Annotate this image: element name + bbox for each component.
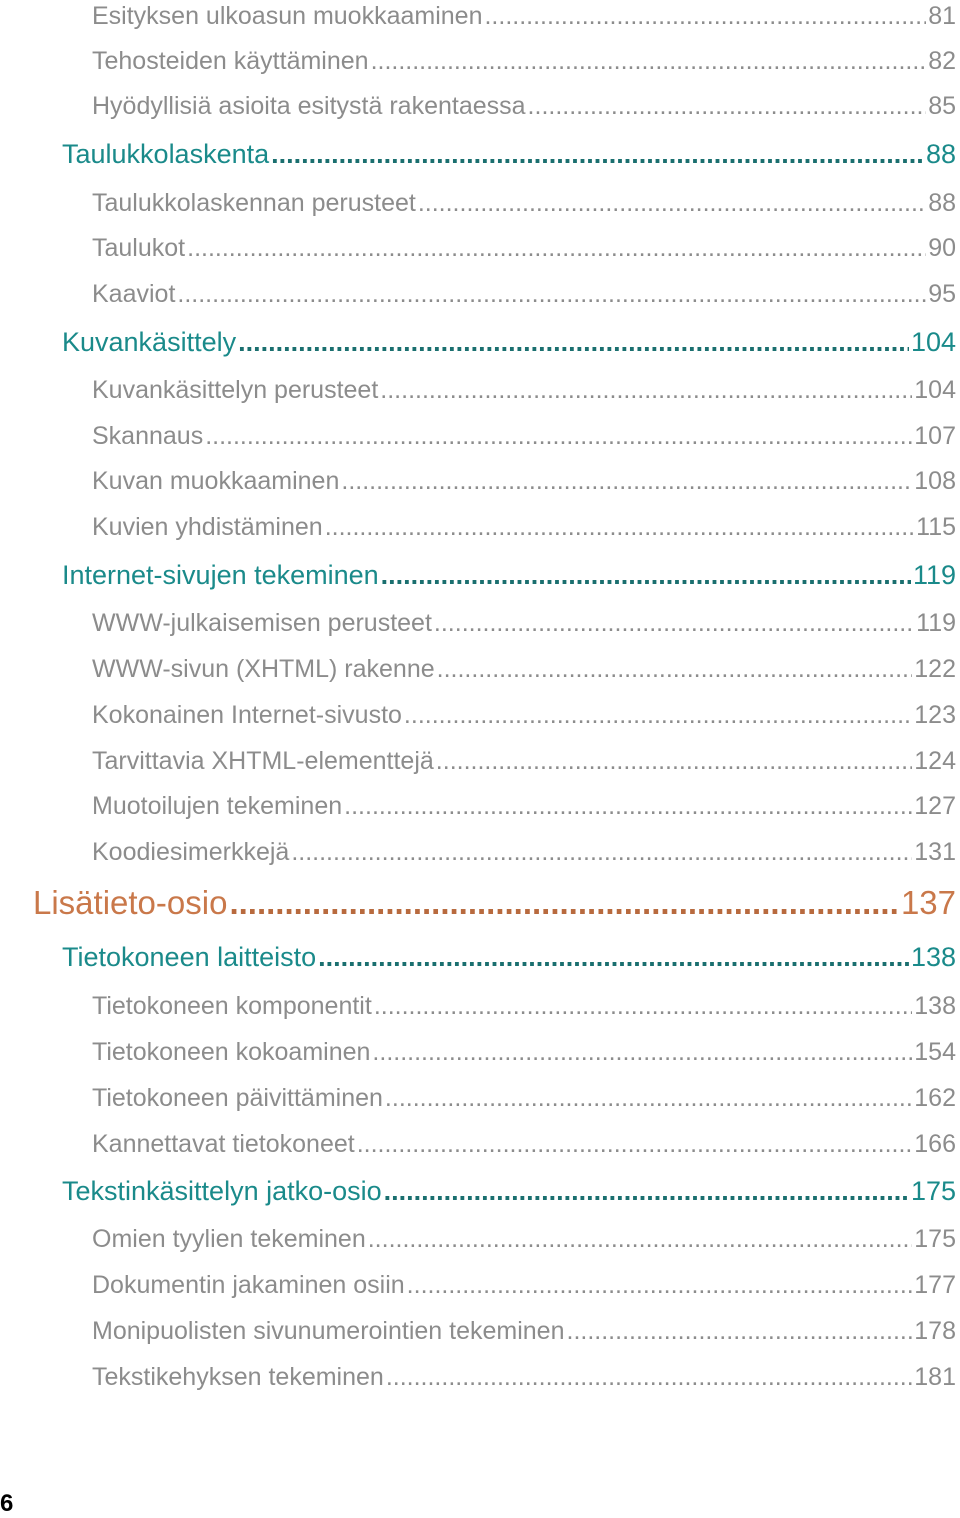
toc-subsection-entry bbox=[92, 655, 956, 684]
dot-leader bbox=[291, 838, 912, 867]
toc-entry-page: 119 bbox=[916, 609, 956, 637]
toc-entry-title: Internet-sivujen tekeminen bbox=[62, 560, 379, 590]
toc-entry-page: 81 bbox=[928, 2, 956, 30]
toc-entry-page: 107 bbox=[914, 422, 956, 450]
dot-leader bbox=[229, 884, 898, 922]
toc-entry-title: Kaaviot bbox=[92, 280, 176, 308]
toc-entry-page: 154 bbox=[914, 1038, 956, 1066]
toc-entry-page: 119 bbox=[912, 560, 956, 590]
toc-entry-title: Lisätieto-osio bbox=[33, 884, 228, 921]
toc-entry-page: 108 bbox=[914, 467, 956, 495]
toc-entry-page: 138 bbox=[914, 992, 956, 1020]
toc-entry-title: Tekstikehyksen tekeminen bbox=[92, 1363, 384, 1391]
toc-section-entry bbox=[62, 1176, 956, 1207]
toc-entry-title: Esityksen ulkoasun muokkaaminen bbox=[92, 2, 483, 30]
toc-entry-page: 127 bbox=[914, 792, 956, 820]
toc-section-entry bbox=[62, 942, 956, 973]
dot-leader bbox=[368, 1225, 913, 1254]
toc-subsection-entry bbox=[92, 1038, 956, 1067]
dot-leader bbox=[386, 1363, 912, 1392]
toc-entry-title: WWW-julkaisemisen perusteet bbox=[92, 609, 432, 637]
toc-entry-page: 104 bbox=[914, 376, 956, 404]
toc-section-entry bbox=[62, 327, 956, 358]
toc-entry-title: Tietokoneen laitteisto bbox=[62, 942, 317, 972]
toc-subsection-entry bbox=[92, 2, 956, 31]
toc-entry-page: 162 bbox=[914, 1084, 956, 1112]
dot-leader bbox=[404, 701, 912, 730]
toc-entry-page: 88 bbox=[928, 189, 956, 217]
dot-leader bbox=[385, 1084, 912, 1113]
toc-subsection-entry bbox=[92, 1130, 956, 1159]
toc-entry-title: Kuvan muokkaaminen bbox=[92, 467, 340, 495]
dot-leader bbox=[384, 1176, 909, 1207]
toc-entry-title: Tietokoneen komponentit bbox=[92, 992, 372, 1020]
toc-entry-title: Taulukot bbox=[92, 234, 186, 262]
toc-entry-page: 82 bbox=[928, 47, 956, 75]
toc-entry-title: Monipuolisten sivunumerointien tekeminen bbox=[92, 1317, 565, 1345]
toc-entry-title: Dokumentin jakaminen osiin bbox=[92, 1271, 405, 1299]
toc-entry-page: 175 bbox=[914, 1225, 956, 1253]
dot-leader bbox=[374, 992, 912, 1021]
toc-subsection-entry bbox=[92, 376, 956, 405]
toc-entry-title: Kokonainen Internet-sivusto bbox=[92, 701, 402, 729]
toc-entry-page: 115 bbox=[916, 513, 956, 541]
toc-entry-title: Taulukkolaskenta bbox=[62, 139, 270, 169]
toc-entry-title: Kuvien yhdistäminen bbox=[92, 513, 323, 541]
toc-entry-title: Tekstinkäsittelyn jatko-osio bbox=[62, 1176, 382, 1206]
toc-subsection-entry bbox=[92, 1317, 956, 1346]
toc-subsection-entry bbox=[92, 701, 956, 730]
dot-leader bbox=[436, 747, 912, 776]
toc-entry-page: 88 bbox=[925, 139, 956, 169]
toc-entry-page: 122 bbox=[914, 655, 956, 683]
toc-subsection-entry bbox=[92, 609, 956, 638]
toc-subsection-entry bbox=[92, 1225, 956, 1254]
dot-leader bbox=[484, 2, 926, 31]
toc-entry-page: 124 bbox=[914, 747, 956, 775]
dot-leader bbox=[205, 422, 912, 451]
toc-subsection-entry bbox=[92, 992, 956, 1021]
toc-subsection-entry bbox=[92, 189, 956, 218]
toc-entry-page: 177 bbox=[914, 1271, 956, 1299]
toc-entry-page: 138 bbox=[910, 942, 956, 972]
toc-entry-title: Omien tyylien tekeminen bbox=[92, 1225, 366, 1253]
dot-leader bbox=[344, 792, 912, 821]
dot-leader bbox=[238, 327, 909, 358]
dot-leader bbox=[372, 1038, 912, 1067]
toc-subsection-entry bbox=[92, 792, 956, 821]
toc-entry-title: Kuvankäsittelyn perusteet bbox=[92, 376, 379, 404]
toc-subsection-entry bbox=[92, 92, 956, 121]
dot-leader bbox=[407, 1271, 913, 1300]
toc-entry-page: 175 bbox=[910, 1176, 956, 1206]
dot-leader bbox=[341, 467, 912, 496]
toc-entry-page: 137 bbox=[900, 884, 956, 921]
dot-leader bbox=[434, 609, 914, 638]
toc-entry-title: Tietokoneen kokoaminen bbox=[92, 1038, 371, 1066]
toc-entry-page: 131 bbox=[914, 838, 956, 866]
toc-entry-title: WWW-sivun (XHTML) rakenne bbox=[92, 655, 435, 683]
toc-entry-title: Skannaus bbox=[92, 422, 204, 450]
toc-subsection-entry bbox=[92, 467, 956, 496]
toc-entry-page: 95 bbox=[928, 280, 956, 308]
dot-leader bbox=[528, 92, 927, 121]
toc-subsection-entry bbox=[92, 1084, 956, 1113]
toc-entry-page: 90 bbox=[928, 234, 956, 262]
toc-entry-title: Koodiesimerkkejä bbox=[92, 838, 290, 866]
toc-section-entry bbox=[62, 139, 956, 170]
dot-leader bbox=[418, 189, 926, 218]
dot-leader bbox=[371, 47, 927, 76]
toc-subsection-entry bbox=[92, 280, 956, 309]
toc-subsection-entry bbox=[92, 422, 956, 451]
toc-subsection-entry bbox=[92, 1363, 956, 1392]
toc-entry-page: 166 bbox=[914, 1130, 956, 1158]
dot-leader bbox=[381, 560, 911, 591]
dot-leader bbox=[567, 1317, 913, 1346]
toc-entry-page: 181 bbox=[914, 1363, 956, 1391]
dot-leader bbox=[437, 655, 913, 684]
toc-entry-title: Muotoilujen tekeminen bbox=[92, 792, 343, 820]
dot-leader bbox=[380, 376, 912, 405]
toc-subsection-entry bbox=[92, 513, 956, 542]
dot-leader bbox=[357, 1130, 913, 1159]
toc-entry-page: 123 bbox=[914, 701, 956, 729]
dot-leader bbox=[325, 513, 914, 542]
dot-leader bbox=[187, 234, 926, 263]
toc-subsection-entry bbox=[92, 1271, 956, 1300]
toc-subsection-entry bbox=[92, 234, 956, 263]
toc-part-entry bbox=[33, 884, 956, 922]
toc-entry-title: Taulukkolaskennan perusteet bbox=[92, 189, 416, 217]
toc-entry-page: 85 bbox=[928, 92, 956, 120]
toc-subsection-entry bbox=[92, 47, 956, 76]
toc-entry-title: Hyödyllisiä asioita esitystä rakentaessa bbox=[92, 92, 526, 120]
dot-leader bbox=[318, 942, 909, 973]
toc-subsection-entry bbox=[92, 747, 956, 776]
dot-leader bbox=[271, 139, 924, 170]
page-number: 6 bbox=[0, 1490, 14, 1517]
dot-leader bbox=[177, 280, 926, 309]
toc-entry-page: 178 bbox=[914, 1317, 956, 1345]
toc-entry-title: Kannettavat tietokoneet bbox=[92, 1130, 355, 1158]
toc-entry-title: Tehosteiden käyttäminen bbox=[92, 47, 369, 75]
toc-entry-title: Kuvankäsittely bbox=[62, 327, 237, 357]
toc-entry-title: Tarvittavia XHTML-elementtejä bbox=[92, 747, 434, 775]
toc-entry-page: 104 bbox=[910, 327, 956, 357]
toc-subsection-entry bbox=[92, 838, 956, 867]
toc-section-entry bbox=[62, 560, 956, 591]
toc-entry-title: Tietokoneen päivittäminen bbox=[92, 1084, 383, 1112]
